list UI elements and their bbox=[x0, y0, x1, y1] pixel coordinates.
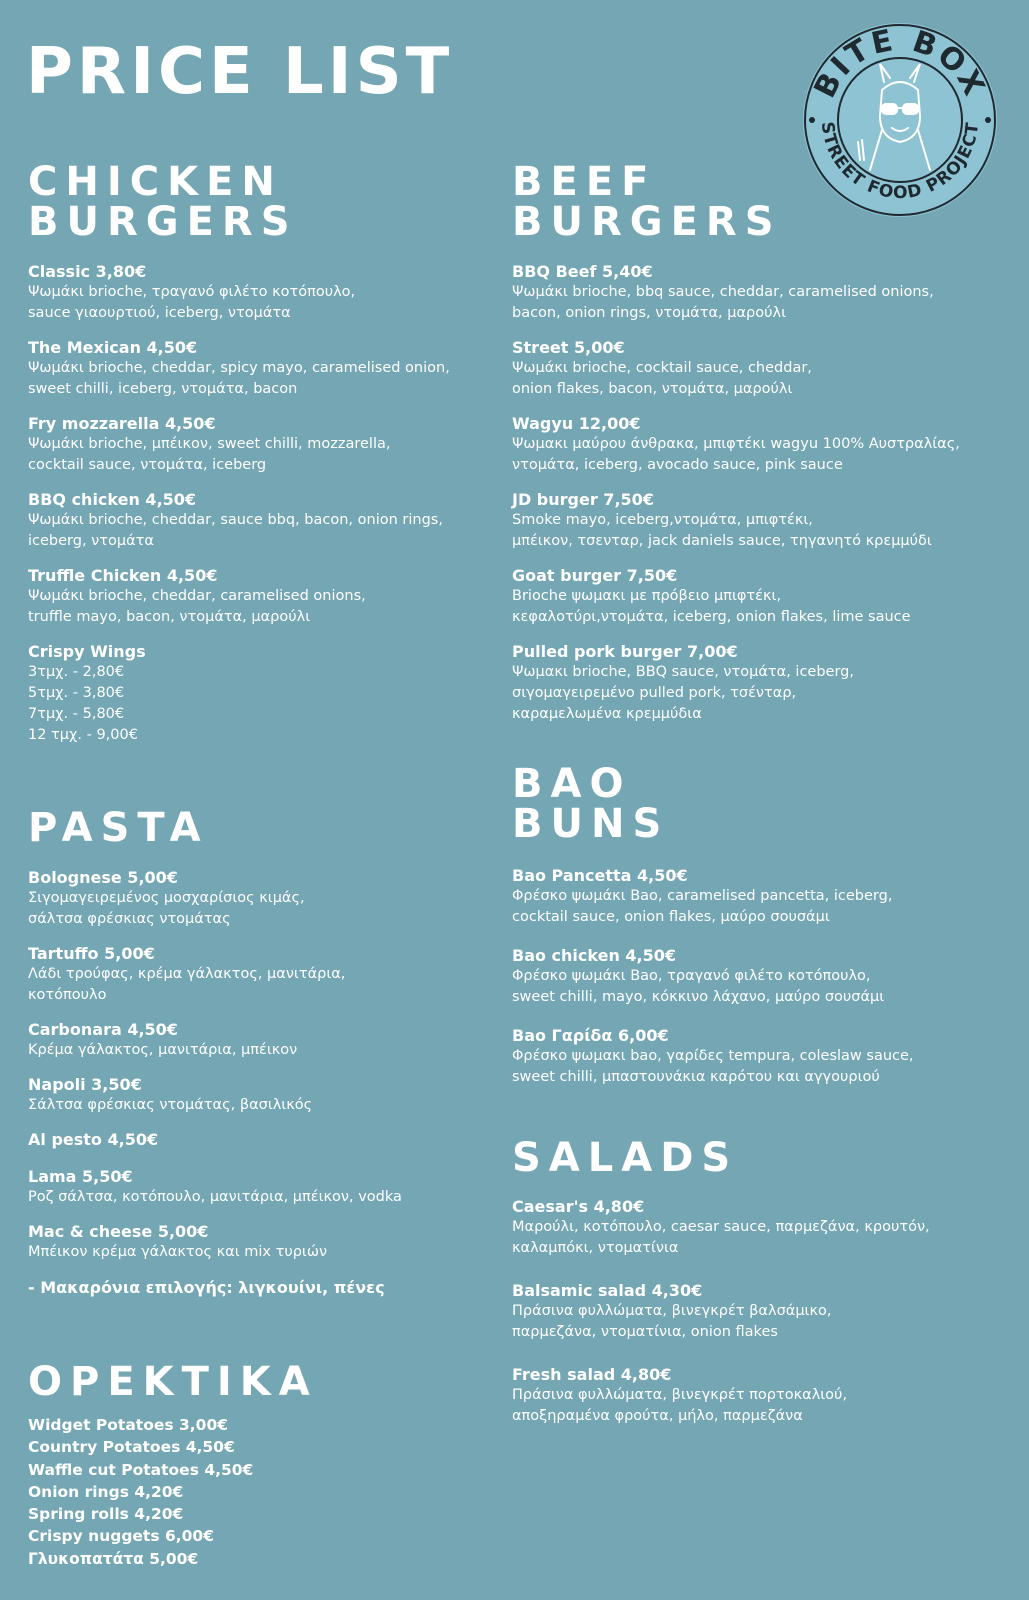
page-title: PRICE LIST bbox=[26, 35, 454, 109]
menu-item: BBQ chicken 4,50€ Ψωμάκι brioche, cheddar, sauce bbq, bacon, onion rings, iceberg, ντομάτα bbox=[28, 490, 443, 549]
menu-item: Tartuffo 5,00€ Λάδι τρούφας, κρέμα γάλακτος, μανιτάρια, κοτόπουλο bbox=[28, 944, 346, 1003]
bao-buns-section bbox=[512, 761, 1012, 847]
menu-item: Crispy Wings 3τμχ. - 2,80€ 5τμχ. - 3,80€ 7τμχ. - 5,80€ 12 τμχ. - 9,00€ bbox=[28, 642, 146, 743]
section-title-chicken: CHICKEN BURGERS bbox=[28, 159, 298, 245]
menu-item: Bao Pancetta 4,50€ Φρέσκο ψωμάκι Bao, caramelised pancetta, iceberg, cocktail sauce, onion flakes, μαύρο σουσάμι bbox=[512, 866, 893, 925]
menu-item: Wagyu 12,00€ Ψωμακι μαύρου άνθρακα, μπιφτέκι wagyu 100% Αυστραλίας, ντομάτα, iceberg, avocado sauce, pink sauce bbox=[512, 414, 960, 473]
list-item: Country Potatoes 4,50€ bbox=[28, 1438, 235, 1457]
menu-item: The Mexican 4,50€ Ψωμάκι brioche, cheddar, spicy mayo, caramelised onion, sweet chilli, iceberg, ντομάτα, bacon bbox=[28, 338, 450, 397]
menu-item: Bao Γαρίδα 6,00€ Φρέσκο ψωμακι bao, γαρίδες tempura, coleslaw sauce, sweet chilli, μπαστουνάκια καρότου και αγγουριού bbox=[512, 1026, 914, 1085]
section-title-beef: BEEF BURGERS bbox=[512, 159, 782, 245]
section-title-appetizers: OPEKTIKA bbox=[28, 1359, 318, 1405]
menu-item: Goat burger 7,50€ Brioche ψωμακι με πρόβειο μπιφτέκι, κεφαλοτύρι,ντομάτα, iceberg, onion flakes, lime sauce bbox=[512, 566, 911, 625]
bao-items bbox=[512, 865, 1012, 1088]
salads-section bbox=[512, 1135, 1012, 1181]
salads-items bbox=[512, 1196, 1012, 1427]
pasta-section bbox=[28, 805, 528, 851]
list-item: Widget Potatoes 3,00€ bbox=[28, 1416, 229, 1434]
menu-item: BBQ Beef 5,40€ Ψωμάκι brioche, bbq sauce, cheddar, caramelised onions, bacon, onion rings, ντομάτα, μαρούλι bbox=[512, 262, 934, 321]
chicken-burgers-section bbox=[28, 159, 528, 245]
menu-item: Pulled pork burger 7,00€ Ψωμακι brioche, BBQ sauce, ντομάτα, iceberg, σιγομαγειρεμένο pulled pork, τσένταρ, καραμελωμένα κρεμμύδια bbox=[512, 642, 854, 722]
menu-item: Carbonara 4,50€ Κρέμα γάλακτος, μανιτάρια, μπέικον bbox=[28, 1020, 298, 1058]
menu-item: Caesar's 4,80€ Μαρούλι, κοτόπουλο, caesar sauce, παρμεζάνα, κρουτόν, καλαμπόκι, ντοματίνια bbox=[512, 1197, 930, 1256]
menu-item: Fresh salad 4,80€ Πράσινα φυλλώματα, βινεγκρέτ πορτοκαλιού, αποξηραμένα φρούτα, μήλο, παρμεζάνα bbox=[512, 1365, 848, 1424]
list-item: Γλυκοπατάτα 5,00€ bbox=[28, 1549, 199, 1568]
menu-item: Napoli 3,50€ Σάλτσα φρέσκιας ντομάτας, βασιλικός bbox=[28, 1075, 313, 1113]
menu-item: JD burger 7,50€ Smoke mayo, iceberg,ντομάτα, μπιφτέκι, μπέικον, τσενταρ, jack daniels sauce, τηγανητό κρεμμύδι bbox=[512, 490, 932, 549]
menu-item: Balsamic salad 4,30€ Πράσινα φυλλώματα, βινεγκρέτ βαλσάμικο, παρμεζάνα, ντοματίνια, onion flakes bbox=[512, 1281, 832, 1340]
menu-item: Mac & cheese 5,00€ Μπέικον κρέμα γάλακτος και mix τυριών bbox=[28, 1222, 328, 1260]
menu-item: Truffle Chicken 4,50€ Ψωμάκι brioche, cheddar, caramelised onions, truffle mayo, bacon, ντομάτα, μαρούλι bbox=[28, 566, 366, 625]
section-title-pasta: PASTA bbox=[28, 805, 209, 851]
beef-items bbox=[512, 261, 1012, 725]
menu-item: Lama 5,50€ Ροζ σάλτσα, κοτόπουλο, μανιτάρια, μπέικον, vodka bbox=[28, 1167, 402, 1205]
menu-item: Bolognese 5,00€ Σιγομαγειρεμένος μοσχαρίσιος κιμάς, σάλτσα φρέσκιας ντομάτας bbox=[28, 868, 305, 927]
list-item: Waffle cut Potatoes 4,50€ bbox=[28, 1460, 254, 1479]
list-item: Crispy nuggets 6,00€ bbox=[28, 1527, 214, 1546]
logo-top-text: BITE BOX bbox=[807, 22, 993, 104]
pasta-note: - Μακαρόνια επιλογής: λιγκουίνι, πένες bbox=[28, 1278, 385, 1297]
section-title-salads: SALADS bbox=[512, 1135, 739, 1181]
pasta-items bbox=[28, 867, 528, 1299]
list-item: Spring rolls 4,20€ bbox=[28, 1505, 184, 1524]
chicken-items bbox=[28, 261, 528, 746]
menu-item: Classic 3,80€ Ψωμάκι brioche, τραγανό φιλέτο κοτόπουλο, sauce γιαουρτιού, iceberg, ντομάτα bbox=[28, 262, 356, 321]
section-title-bao: BAO BUNS bbox=[512, 761, 670, 847]
appetizers-section bbox=[28, 1359, 528, 1405]
appetizers-items bbox=[28, 1414, 528, 1570]
menu-item: Street 5,00€ Ψωμάκι brioche, cocktail sauce, cheddar, onion flakes, bacon, ντομάτα, μαρούλι bbox=[512, 338, 812, 397]
logo-bottom-text: STREET FOOD PROJECT bbox=[816, 120, 984, 204]
list-item: Onion rings 4,20€ bbox=[28, 1482, 184, 1501]
menu-item: Bao chicken 4,50€ Φρέσκο ψωμάκι Bao, τραγανό φιλέτο κοτόπουλο, sweet chilli, mayo, κόκκινο λάχανο, μαύρο σουσάμι bbox=[512, 946, 885, 1005]
beef-burgers-section bbox=[512, 159, 1012, 245]
menu-item: Al pesto 4,50€ bbox=[28, 1130, 159, 1149]
menu-item: Fry mozzarella 4,50€ Ψωμάκι brioche, μπέικον, sweet chilli, mozzarella, cocktail sauce, ντομάτα, iceberg bbox=[28, 414, 391, 473]
